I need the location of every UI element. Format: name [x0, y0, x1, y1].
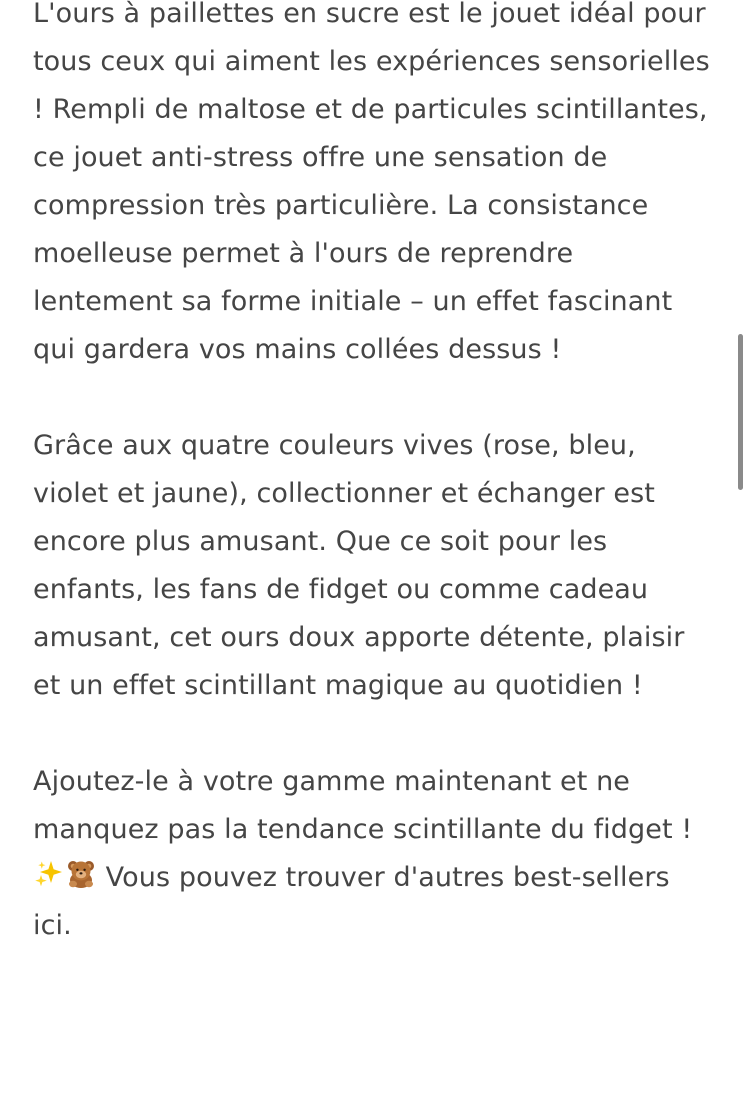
description-paragraph-2: Grâce aux quatre couleurs vives (rose, bleu, violet et jaune), collectionner et échanger est encore plus amusant. Que ce soit pour les enfants, les fans de fidget ou comme cadeau amusant, cet ours doux apporte détente, plaisir et un effet scintillant magique au quotidien ! — [33, 430, 685, 701]
product-description — [33, 0, 717, 950]
description-paragraph-1: L'ours à paillettes en sucre est le jouet idéal pour tous ceux qui aiment les expériences sensorielles ! Rempli de maltose et de particules scintillantes, ce jouet anti-stress offre une sensation de compression très particulière. La consistance moelleuse permet à l'ours de reprendre lentement sa forme initiale – un effet fascinant qui gardera vos mains collées dessus ! — [33, 0, 710, 365]
sparkles-icon — [33, 858, 65, 890]
teddy-bear-icon — [65, 858, 97, 890]
scrollbar-thumb[interactable] — [738, 334, 743, 490]
description-paragraph-3 — [33, 758, 717, 950]
cta-text-start: Ajoutez-le à votre gamme maintenant et ne manquez pas la tendance scintillante du fidget ! — [33, 766, 693, 845]
cta-text-end: Vous pouvez trouver d'autres best-sellers ici. — [33, 862, 670, 941]
